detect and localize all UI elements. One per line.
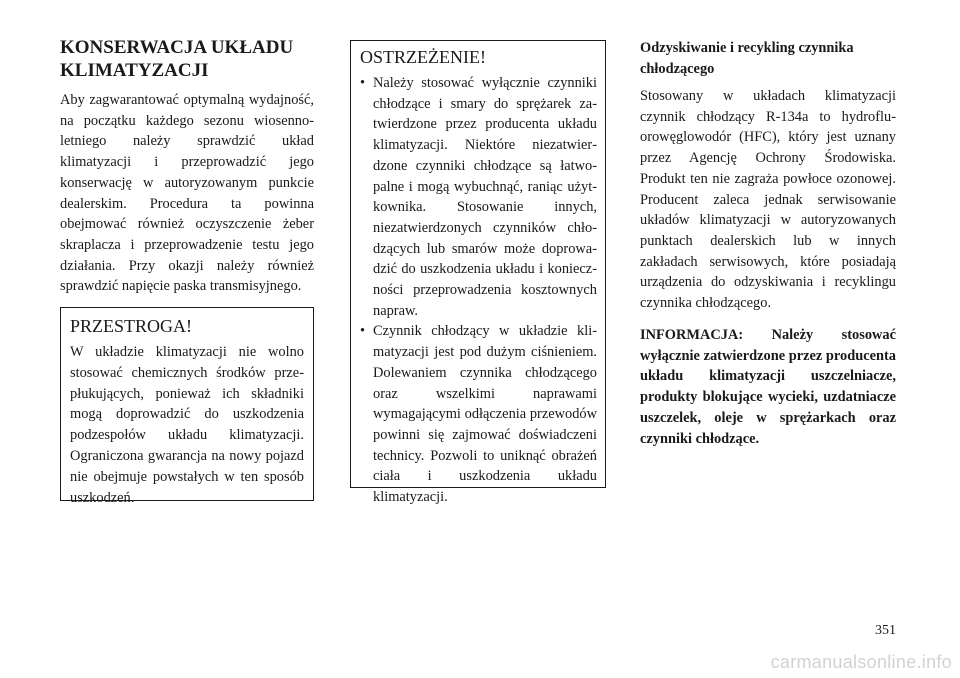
warning-title: OSTRZEŻENIE!	[360, 47, 486, 67]
caution-title: PRZESTROGA!	[70, 316, 193, 336]
section-title: KONSERWACJA UKŁADU KLIMATYZACJI	[60, 37, 294, 81]
intro-paragraph: Aby zagwarantować optymalną wydajność, na początku każdego sezonu wiosenno-letniego należy sprawdzić układ klimatyzacji i przeprowadzić jego konserwację w autoryzowanym punkcie dealerskim. Procedura ta powinna obejmować również oczyszczenie żeber skraplacza i przeprowadzenie testu jego działania. Przy okazji należy również sprawdzić napięcie paska transmisyjnego.	[60, 92, 314, 295]
caution-text: W układzie klimatyzacji nie wolno stosować chemicznych środków przepłukujących, ponieważ ich składniki mogą doprowadzić do uszkodzenia podzespołów układu klimatyzacji. Ograniczona gwarancja na nowy pojazd nie obejmuje powstałych w ten sposób uszkodzeń.	[70, 344, 304, 506]
bullet-icon: •	[360, 323, 366, 340]
warning-list	[360, 73, 597, 508]
recovery-title: Odzyskiwanie i recykling czynnika chłodzącego	[640, 40, 854, 77]
warning-item	[360, 321, 597, 507]
info-note: INFORMACJA: Należy stosować wyłącznie zatwierdzone przez producenta układu klimatyzacji uszczelniacze, produkty blokujące wycieki, uzdatniacze uszczelek, oleje w sprężarkach oraz czynniki chłodzące.	[640, 327, 896, 447]
warning-item-text: Należy stosować wyłącznie czynniki chłodzące i smary do sprężarek zatwierdzone przez producenta układu klimatyzacji. Niektóre niezatwierdzone czynniki chłodzące są łatwopalne i mogą wybuchnąć, raniąc użytkownika. Stosowanie innych, niezatwierdzonych czynników chłodzących lub smarów może doprowadzić do uszkodzenia układu i konieczności przeprowadzenia kosztownych napraw.	[373, 75, 597, 319]
warning-box	[350, 40, 606, 506]
recovery-paragraph: Stosowany w układach klimatyzacji czynnik chłodzący R-134a to hydrofluorowęglowodór (HFC), który jest uznany przez Agencję Ochrony Środowiska. Produkt ten nie zagraża powłoce ozonowej. Producent zaleca jednak serwisowanie układów klimatyzacji w autoryzowanych punktach dealerskich lub w innych zakładach serwisowych, które posiadają urządzenia do odzyskiwania i recyklingu czynnika chłodzącego.	[640, 88, 896, 312]
warning-item-text: Czynnik chłodzący w układzie klimatyzacji jest pod dużym ciśnieniem. Dolewaniem czynnika chłodzącego oraz wszelkimi naprawami wymagającymi odłączenia przewodów powinni się zajmować doświadczeni technicy. Pozwoli to uniknąć obrażeń ciała i uszkodzenia układu klimatyzacji.	[373, 323, 597, 506]
caution-box	[60, 307, 314, 506]
page-number: 351	[875, 623, 896, 638]
bullet-icon: •	[360, 75, 366, 91]
warning-item	[360, 73, 597, 321]
watermark: carmanualsonline.info	[770, 652, 952, 672]
